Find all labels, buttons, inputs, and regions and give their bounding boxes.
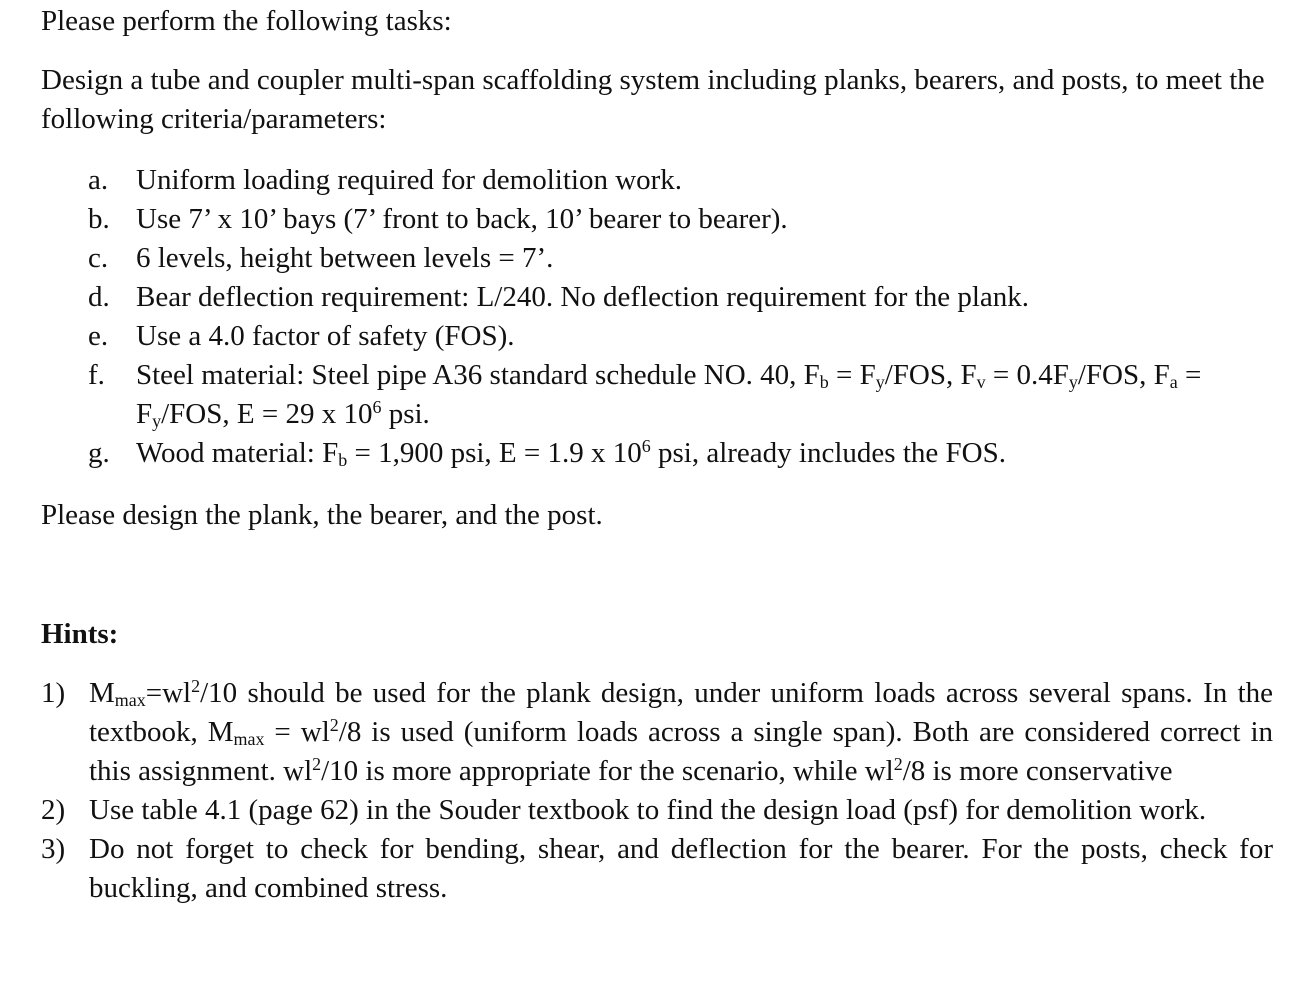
text-run: /FOS, E = 29 x 10 (161, 398, 373, 430)
superscript: 6 (372, 397, 382, 418)
subscript: b (338, 449, 348, 470)
criteria-text: 6 levels, height between levels = 7’. (136, 242, 554, 274)
criteria-item (41, 200, 1273, 239)
criteria-item (41, 278, 1273, 317)
hint-marker: 1) (41, 677, 66, 709)
text-run: = 1,900 psi, E = 1.9 x 10 (347, 437, 642, 469)
hint-text-moment (89, 677, 1273, 787)
hints-list (41, 674, 1273, 908)
subscript: b (819, 371, 829, 392)
text-run: /8 is more conservative (902, 755, 1173, 787)
superscript: 6 (641, 436, 651, 457)
hint-item (41, 791, 1273, 830)
criteria-text: Bear deflection requirement: L/240. No deflection requirement for the plank. (136, 281, 1030, 313)
text-run: /FOS, F (884, 359, 977, 391)
criteria-text-steel (136, 359, 1201, 430)
hint-text: Do not forget to check for bending, shear, and deflection for the bearer. For the posts, check for buckling, and combined stress. (89, 833, 1273, 904)
subscript: v (976, 371, 986, 392)
intro-text: Please perform the following tasks: (41, 5, 452, 37)
hints-heading: Hints: (41, 618, 119, 650)
hint-text: Use table 4.1 (page 62) in the Souder textbook to find the design load (psf) for demolition work. (89, 794, 1207, 826)
text-run: Wood material: F (136, 437, 339, 469)
criteria-text-wood (136, 437, 1006, 469)
criteria-text: Use a 4.0 factor of safety (FOS). (136, 320, 515, 352)
hint-marker: 2) (41, 794, 66, 826)
criteria-marker: e. (88, 320, 109, 352)
text-run: /FOS, F (1077, 359, 1170, 391)
subscript: y (152, 410, 162, 431)
criteria-marker: g. (88, 437, 110, 469)
subscript: a (1169, 371, 1178, 392)
superscript: 2 (312, 754, 322, 775)
subscript: max (114, 689, 146, 710)
subscript: max (233, 728, 265, 749)
subscript: y (1068, 371, 1078, 392)
criteria-item-wood (41, 434, 1273, 473)
criteria-marker: a. (88, 164, 109, 196)
criteria-marker: f. (88, 359, 105, 391)
hint-item (41, 830, 1273, 908)
text-run: M (89, 677, 115, 709)
text-run: = F (136, 359, 1202, 430)
criteria-list (41, 161, 1273, 473)
criteria-text: Use 7’ x 10’ bays (7’ front to back, 10’ bearer to bearer). (136, 203, 788, 235)
criteria-item (41, 239, 1273, 278)
text-run: =wl (145, 677, 192, 709)
hint-item (41, 674, 1273, 791)
text-run: psi. (381, 398, 430, 430)
text-run: = F (828, 359, 876, 391)
hint-marker: 3) (41, 833, 66, 865)
superscript: 2 (329, 715, 339, 736)
text-run: /10 should be used for the plank design, under uniform loads across several spans. In the textbook, M (89, 677, 1273, 748)
design-statement: Design a tube and coupler multi-span scaffolding system including planks, bearers, and posts, to meet the following criteria/parameters: (41, 64, 1265, 135)
text-run: Steel material: Steel pipe A36 standard schedule NO. 40, F (136, 359, 820, 391)
text-run: = 0.4F (985, 359, 1069, 391)
superscript: 2 (191, 676, 201, 697)
superscript: 2 (893, 754, 903, 775)
criteria-text: Uniform loading required for demolition work. (136, 164, 683, 196)
text-run: /10 is more appropriate for the scenario, while wl (321, 755, 894, 787)
criteria-item (41, 161, 1273, 200)
criteria-marker: b. (88, 203, 110, 235)
criteria-item (41, 317, 1273, 356)
text-run: /8 is used (uniform loads across a single span). Both are considered correct in this assignment. wl (89, 716, 1274, 787)
closing-text: Please design the plank, the bearer, and the post. (41, 499, 603, 531)
text-run: psi, already includes the FOS. (650, 437, 1006, 469)
text-run: = wl (264, 716, 330, 748)
subscript: y (875, 371, 885, 392)
criteria-marker: c. (88, 242, 109, 274)
criteria-item-steel (41, 356, 1273, 434)
criteria-marker: d. (88, 281, 110, 313)
